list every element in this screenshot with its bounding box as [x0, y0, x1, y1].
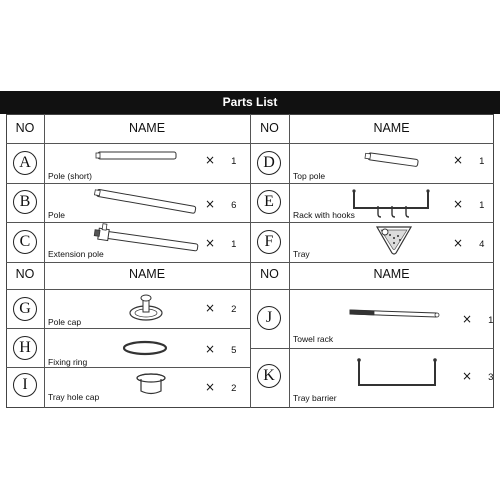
part-letter-g: G [13, 297, 37, 321]
qty-value: 1 [488, 315, 494, 326]
pole-illustration [92, 188, 202, 216]
times-icon: × [205, 380, 216, 394]
part-qty-f [453, 236, 484, 250]
pole-short-illustration [90, 146, 180, 166]
part-qty-d [453, 153, 484, 167]
part-name-e: Rack with hooks [293, 210, 355, 220]
qty-value: 3 [488, 372, 494, 383]
qty-value: 1 [479, 200, 485, 211]
qty-value: 1 [231, 156, 237, 167]
qty-value: 2 [231, 383, 237, 394]
part-qty-k [462, 369, 493, 383]
part-name-i: Tray hole cap [48, 392, 100, 402]
part-letter-i: I [13, 373, 37, 397]
part-name-g: Pole cap [48, 317, 82, 327]
header-divider [250, 289, 494, 290]
tray-barrier-illustration [352, 357, 444, 391]
times-icon: × [453, 236, 464, 250]
part-letter-e: E [257, 190, 281, 214]
part-qty-g [205, 301, 236, 315]
part-qty-b [205, 197, 236, 211]
header-name: NAME [373, 267, 410, 281]
part-qty-h [205, 342, 236, 356]
part-letter-c: C [13, 230, 37, 254]
header-no: NO [260, 267, 279, 281]
fixing-ring-illustration [120, 338, 170, 358]
row-divider [6, 328, 250, 329]
part-name-a: Pole (short) [48, 171, 92, 181]
part-qty-a [205, 153, 236, 167]
header-name: NAME [373, 121, 410, 135]
part-name-h: Fixing ring [48, 357, 88, 367]
column-divider [44, 114, 45, 408]
tray-hole-cap-illustration [134, 371, 168, 399]
column-divider [250, 114, 251, 408]
times-icon: × [205, 301, 216, 315]
part-name-k: Tray barrier [293, 393, 337, 403]
header-divider [6, 289, 250, 290]
qty-value: 1 [231, 239, 237, 250]
qty-value: 1 [479, 156, 485, 167]
part-letter-f: F [257, 230, 281, 254]
part-letter-a: A [13, 151, 37, 175]
times-icon: × [462, 369, 473, 383]
part-qty-e [453, 197, 484, 211]
qty-value: 5 [231, 345, 237, 356]
part-letter-h: H [13, 336, 37, 360]
header-no: NO [15, 121, 35, 135]
qty-value: 4 [479, 239, 485, 250]
times-icon: × [205, 236, 216, 250]
header-name: NAME [128, 121, 166, 135]
times-icon: × [205, 153, 216, 167]
times-icon: × [453, 153, 464, 167]
towel-rack-illustration [346, 306, 442, 322]
part-qty-i [205, 380, 236, 394]
part-name-b: Pole [48, 210, 66, 220]
row-divider [250, 348, 494, 349]
part-name-d: Top pole [293, 171, 326, 181]
part-qty-j [462, 312, 493, 326]
parts-list-title: Parts List [0, 91, 500, 114]
part-letter-d: D [257, 151, 281, 175]
pole-cap-illustration [126, 291, 166, 323]
header-no: NO [260, 121, 279, 135]
column-divider [289, 114, 290, 408]
header-name: NAME [128, 267, 166, 281]
part-name-j: Towel rack [293, 334, 334, 344]
qty-value: 2 [231, 304, 237, 315]
row-divider [6, 367, 250, 368]
extension-pole-illustration [92, 226, 202, 256]
top-pole-illustration [362, 150, 422, 170]
part-name-c: Extension pole [48, 249, 104, 259]
part-letter-b: B [13, 190, 37, 214]
times-icon: × [453, 197, 464, 211]
part-letter-k: K [257, 364, 281, 388]
times-icon: × [205, 342, 216, 356]
part-letter-j: J [257, 306, 281, 330]
header-no: NO [15, 267, 35, 281]
part-qty-c [205, 236, 236, 250]
tray-illustration [374, 223, 414, 257]
times-icon: × [462, 312, 473, 326]
qty-value: 6 [231, 200, 237, 211]
times-icon: × [205, 197, 216, 211]
rack-with-hooks-illustration [348, 186, 438, 218]
part-name-f: Tray [293, 249, 310, 259]
